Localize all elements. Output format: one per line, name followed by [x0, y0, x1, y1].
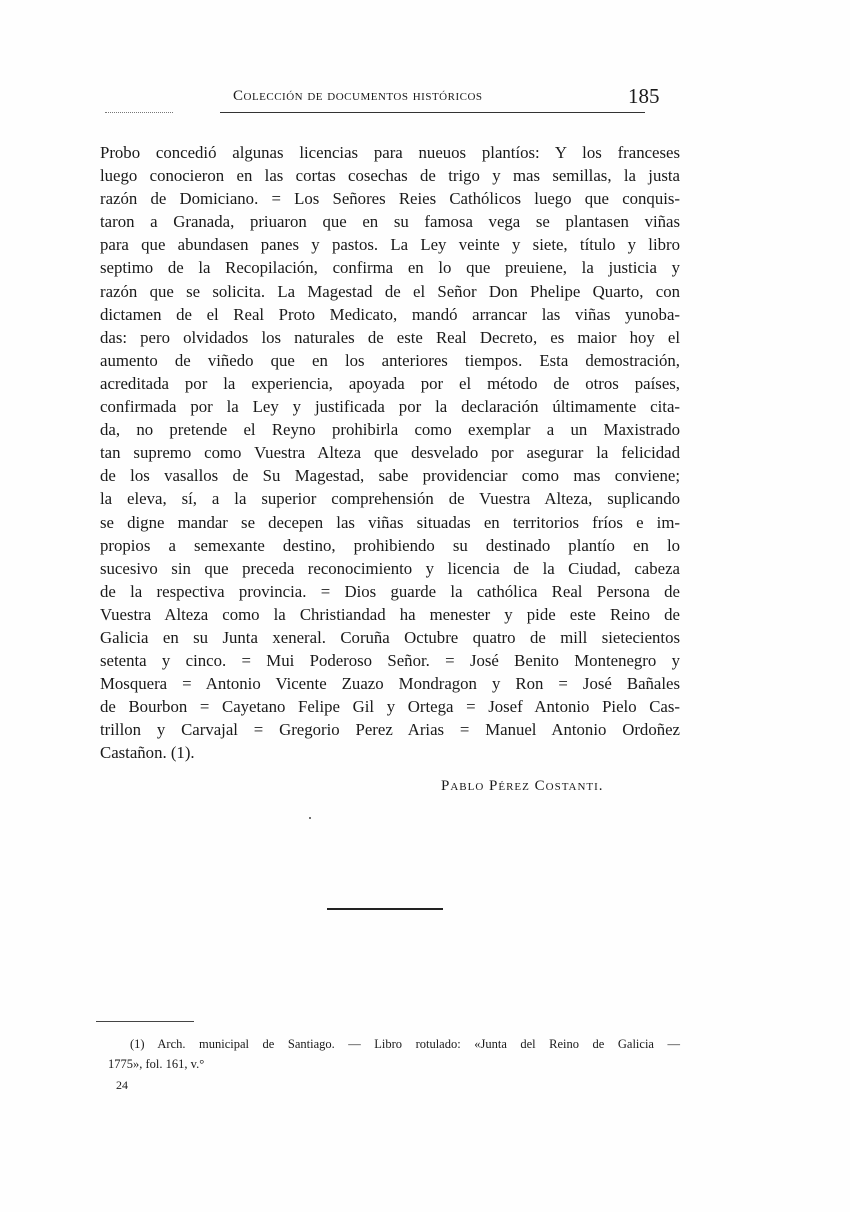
text-line: trillon y Carvajal = Gregorio Perez Arias = Manuel Antonio Ordoñez: [100, 720, 680, 740]
text-line: se digne mandar se decepen las viñas situadas en territorios fríos e im-: [100, 512, 680, 532]
text-line: tan supremo como Vuestra Alteza que desvelado por asegurar la felicidad: [100, 443, 680, 463]
text-line: Probo concedió algunas licencias para nueuos plantíos: Y los franceses: [100, 143, 680, 162]
text-line: aumento de viñedo que en los anteriores tiempos. Esta demostración,: [100, 350, 680, 370]
footnote-line: (1) Arch. municipal de Santiago. — Libro rotulado: «Junta del Reino de Galicia —: [130, 1037, 680, 1051]
text-line: Vuestra Alteza como la Christiandad ha menester y pide este Reino de: [100, 604, 680, 624]
text-line: la eleva, sí, a la superior comprehensión de Vuestra Alteza, suplicando: [100, 489, 680, 509]
text-line: acreditada por la experiencia, apoyada por el método de otros países,: [100, 373, 680, 393]
text-line: razón de Domiciano. = Los Señores Reies Cathólicos luego que conquis-: [100, 189, 680, 209]
header-rule: [220, 112, 645, 113]
page-number: 185: [628, 84, 660, 108]
printer-signature-mark: 24: [116, 1078, 128, 1092]
header-title: Colección de documentos históricos: [233, 88, 483, 104]
text-line: Galicia en su Junta xeneral. Coruña Octubre quatro de mill sietecientos: [100, 627, 680, 647]
text-line: para que abundasen panes y pastos. La Ley veinte y siete, título y libro: [100, 235, 680, 255]
body-paragraph: [100, 141, 680, 765]
text-line: Mosquera = Antonio Vicente Zuazo Mondragon y Ron = José Bañales: [100, 674, 680, 694]
text-line: de Bourbon = Cayetano Felipe Gil y Ortega = Josef Antonio Pielo Cas-: [100, 697, 680, 717]
footnote: [108, 1034, 680, 1074]
author-signature: Pablo Pérez Costanti.: [441, 778, 604, 794]
text-line: sucesivo sin que preceda reconocimiento y licencia de la Ciudad, cabeza: [100, 558, 680, 578]
stray-dot: [309, 817, 311, 819]
text-line: de los vasallos de Su Magestad, sabe providenciar como mas conviene;: [100, 466, 680, 486]
text-line: da, no pretende el Reyno prohibirla como exemplar a un Maxistrado: [100, 420, 680, 440]
text-line: das: pero olvidados los naturales de este Real Decreto, es maior hoy el: [100, 327, 680, 347]
text-line: dictamen de el Real Proto Medicato, mandó arrancar las viñas yunoba-: [100, 304, 680, 324]
footnote-line: 1775», fol. 161, v.°: [108, 1057, 205, 1071]
text-line: de la respectiva provincia. = Dios guarde la cathólica Real Persona de: [100, 581, 680, 601]
text-line: razón que se solicita. La Magestad de el Señor Don Phelipe Quarto, con: [100, 281, 680, 301]
section-end-rule: [327, 908, 443, 910]
text-line: setenta y cinco. = Mui Poderoso Señor. = José Benito Montenegro y: [100, 651, 680, 671]
text-line: septimo de la Recopilación, confirma en lo que preuiene, la justicia y: [100, 258, 680, 278]
footnote-rule: [96, 1021, 194, 1022]
header-rule-left: [105, 112, 173, 113]
text-line: luego conocieron en las cortas cosechas de trigo y mas semillas, la justa: [100, 166, 680, 186]
text-line: propios a semexante destino, prohibiendo su destinado plantío en lo: [100, 535, 680, 555]
text-line: taron a Granada, priuaron que en su famosa vega se plantasen viñas: [100, 212, 680, 232]
running-header: [100, 84, 680, 114]
text-line: confirmada por la Ley y justificada por la declaración últimamente cita-: [100, 397, 680, 417]
text-line: Castañon. (1).: [100, 743, 195, 763]
